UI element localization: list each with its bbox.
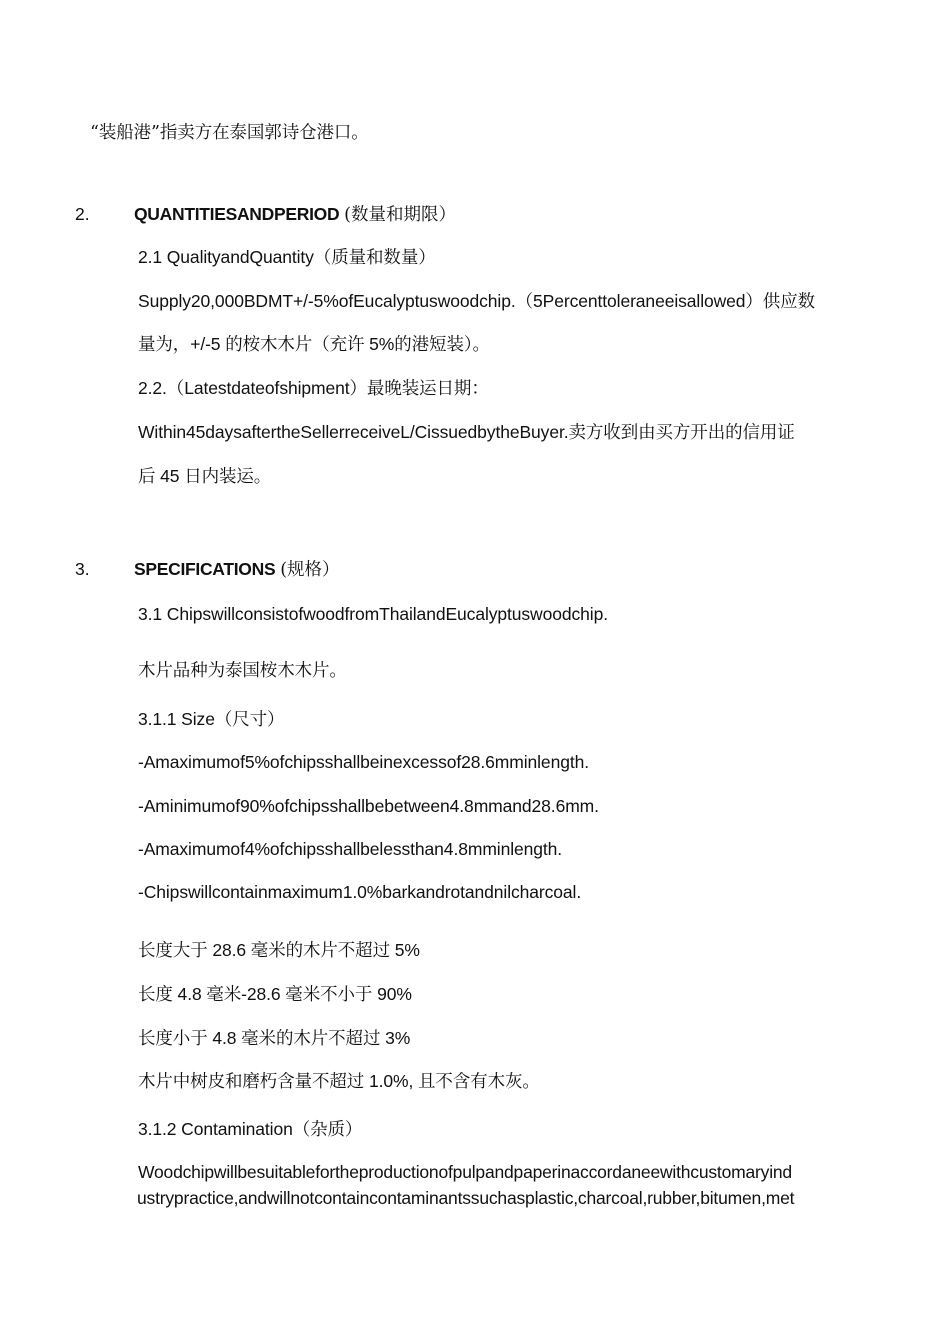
section-3-heading [134,557,340,582]
contamination-line-2: ustrypractice,andwillnotcontaincontaminantssuchasplastic,charcoal,rubber,bitumen,met [137,1188,795,1208]
size-cn-item: 长度大于 28.6 毫米的木片不超过 5% [138,940,420,960]
shipment-line-1: Within45daysaftertheSellerreceiveL/CissuedbytheBuyer.卖方收到由买方开出的信用证 [138,422,795,442]
contamination-line-1: Woodchipwillbesuitablefortheproductionofpulpandpaperinaccordaneewithcustomaryind [138,1162,792,1182]
supply-line-2: 量为，+/-5 的桉木木片（充许 5%的港短装）。 [138,334,490,354]
size-item: -Amaximumof5%ofchipsshallbeinexcessof28.6mminlength. [138,752,589,772]
clause-3-1: 3.1 ChipswillconsistofwoodfromThailandEucalyptuswoodchip. [138,604,608,624]
section-3-title: SPECIFICATIONS [134,559,276,579]
section-2-title-cn: (数量和期限） [344,205,456,225]
clause-2-2: 2.2.（Latestdateofshipment）最晚装运日期： [138,378,489,398]
shipment-line-2: 后 45 日内装运。 [138,466,272,486]
size-item: -Amaximumof4%ofchipsshallbelessthan4.8mminlength. [138,839,563,859]
clause-3-1-1: 3.1.1 Size（尺寸） [138,709,285,729]
size-item: -Chipswillcontainmaximum1.0%barkandrotandnilcharcoal. [138,882,582,902]
size-cn-item: 长度 4.8 毫米-28.6 毫米不小于 90% [138,984,412,1004]
section-2-number: 2. [75,204,90,224]
section-2-title: QUANTITIESANDPERIOD [134,204,340,224]
section-3-number: 3. [75,559,90,579]
clause-3-1-2: 3.1.2 Contamination（杂质） [138,1119,363,1139]
port-definition-text: “装船港”指卖方在泰国郭诗仓港口。 [90,123,369,143]
size-cn-item: 长度小于 4.8 毫米的木片不超过 3% [138,1028,411,1048]
clause-2-1: 2.1 QualityandQuantity（质量和数量） [138,247,436,267]
clause-3-1-cn: 木片品种为泰国桉木木片。 [138,661,347,681]
section-2-heading [134,202,456,227]
size-cn-item: 木片中树皮和磨朽含量不超过 1.0%, 且不含有木灰。 [138,1071,540,1091]
section-3-title-cn: (规格） [280,560,340,580]
size-item: -Aminimumof90%ofchipsshallbebetween4.8mmand28.6mm. [138,796,599,816]
supply-line-1: Supply20,000BDMT+/-5%ofEucalyptuswoodchip.（5Percenttoleraneeisallowed）供应数 [138,291,816,311]
